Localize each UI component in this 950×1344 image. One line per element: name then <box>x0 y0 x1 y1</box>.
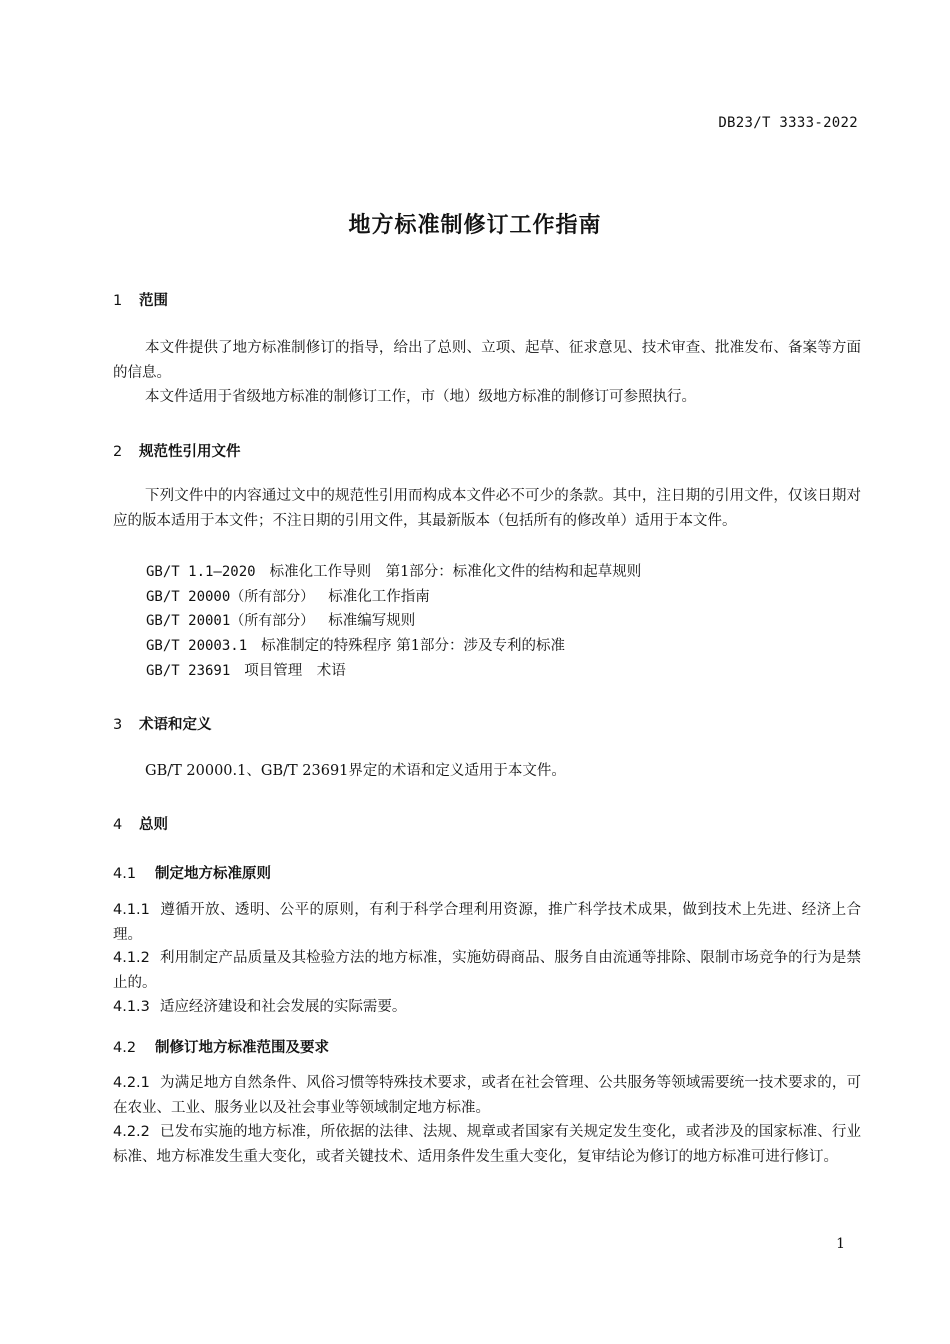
clause-text: 适应经济建设和社会发展的实际需要。 <box>159 999 407 1015</box>
section-title: 规范性引用文件 <box>139 444 241 460</box>
reference-code: GB/T 20000（所有部分） <box>146 589 315 605</box>
clause-number: 4.1.2 <box>113 950 150 966</box>
document-title: 地方标准制修订工作指南 <box>348 213 602 238</box>
section-heading-general <box>113 813 168 834</box>
subsection-number: 4.2 <box>113 1040 137 1056</box>
references-intro-paragraph: 下列文件中的内容通过文中的规范性引用而构成本文件必不可少的条款。其中，注日期的引用文件，仅该日期对应的版本适用于本文件；不注日期的引用文件，其最新版本（包括所有的修改单）适用于本文件。 <box>113 488 861 529</box>
reference-title: 标准制定的特殊程序 第1部分：涉及专利的标准 <box>261 638 565 654</box>
clause-text: 已发布实施的地方标准，所依据的法律、法规、规章或者国家有关规定发生变化，或者涉及的国家标准、行业标准、地方标准发生重大变化，或者关键技术、适用条件发生重大变化，复审结论为修订的地方标准可进行修订。 <box>113 1124 861 1165</box>
reference-code: GB/T 20001（所有部分） <box>146 613 315 629</box>
section-title: 总则 <box>139 817 168 833</box>
scope-paragraph-2: 本文件适用于省级地方标准的制修订工作，市（地）级地方标准的制修订可参照执行。 <box>145 389 696 405</box>
clause-text: 利用制定产品质量及其检验方法的地方标准，实施妨碍商品、服务自由流通等排除、限制市场竞争的行为是禁止的。 <box>113 950 861 991</box>
clause-text: 为满足地方自然条件、风俗习惯等特殊技术要求，或者在社会管理、公共服务等领域需要统一技术要求的，可在农业、工业、服务业以及社会事业等领域制定地方标准。 <box>113 1075 861 1116</box>
section-title: 术语和定义 <box>139 717 212 733</box>
section-number: 2 <box>113 444 123 460</box>
reference-item <box>146 585 430 610</box>
subsection-title: 制修订地方标准范围及要求 <box>155 1040 329 1056</box>
clause-4-1-1 <box>113 898 861 947</box>
subsection-heading-scope-requirements <box>113 1036 329 1057</box>
subsection-number: 4.1 <box>113 866 137 882</box>
clause-number: 4.1.1 <box>113 902 150 918</box>
reference-code: GB/T 1.1—2020 <box>146 564 256 580</box>
clause-4-1-3 <box>113 995 861 1020</box>
clause-number: 4.2.1 <box>113 1075 150 1091</box>
subsection-heading-principles <box>113 862 271 883</box>
section-number: 4 <box>113 817 123 833</box>
page-number: 1 <box>836 1236 845 1252</box>
standard-number: DB23/T 3333-2022 <box>718 115 858 131</box>
section-heading-normative-references <box>113 440 241 461</box>
reference-title: 标准化工作导则 第1部分：标准化文件的结构和起草规则 <box>269 564 642 580</box>
section-heading-terms <box>113 713 212 734</box>
scope-paragraph-1: 本文件提供了地方标准制修订的指导，给出了总则、立项、起草、征求意见、技术审查、批准发布、备案等方面的信息。 <box>113 340 861 381</box>
clause-4-2-2 <box>113 1120 861 1169</box>
section-number: 1 <box>113 293 123 309</box>
reference-item <box>146 634 565 659</box>
section-title: 范围 <box>139 293 168 309</box>
clause-text: 遵循开放、透明、公平的原则，有利于科学合理利用资源，推广科学技术成果，做到技术上先进、经济上合理。 <box>113 902 861 943</box>
reference-item <box>146 560 641 585</box>
clause-4-2-1 <box>113 1071 861 1120</box>
reference-code: GB/T 20003.1 <box>146 638 248 654</box>
reference-item <box>146 659 346 684</box>
subsection-title: 制定地方标准原则 <box>155 866 271 882</box>
clause-number: 4.1.3 <box>113 999 150 1015</box>
terms-paragraph: GB/T 20000.1、GB/T 23691界定的术语和定义适用于本文件。 <box>145 763 566 779</box>
reference-item <box>146 609 415 634</box>
clause-4-1-2 <box>113 946 861 995</box>
section-heading-scope <box>113 289 168 310</box>
section-number: 3 <box>113 717 123 733</box>
clause-number: 4.2.2 <box>113 1124 150 1140</box>
reference-title: 标准编写规则 <box>328 613 416 629</box>
reference-title: 项目管理 术语 <box>244 663 346 679</box>
reference-title: 标准化工作指南 <box>328 589 430 605</box>
reference-code: GB/T 23691 <box>146 663 231 679</box>
